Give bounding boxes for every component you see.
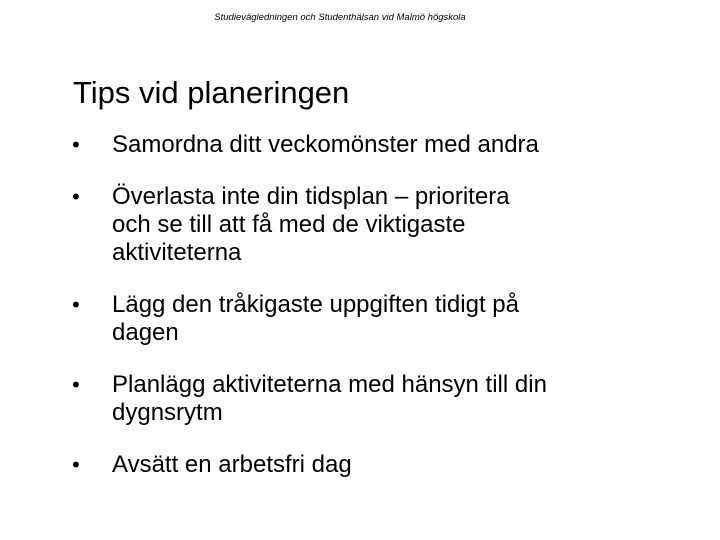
bullet-text: och se till att få med de viktigaste	[112, 211, 466, 238]
bullet-item	[72, 183, 672, 267]
slide-title: Tips vid planeringen	[73, 75, 350, 110]
bullet-text: Överlasta inte din tidsplan – prioritera	[112, 183, 510, 210]
bullet-item	[72, 451, 672, 479]
bullet-marker: •	[72, 372, 80, 397]
bullet-text: Avsätt en arbetsfri dag	[112, 451, 352, 478]
bullet-item	[72, 291, 672, 347]
bullet-text: Planlägg aktiviteterna med hänsyn till din	[112, 371, 547, 398]
bullet-marker: •	[72, 132, 80, 157]
bullet-text: dagen	[112, 319, 179, 346]
bullet-item	[72, 131, 672, 159]
bullet-text: Samordna ditt veckomönster med andra	[112, 131, 539, 158]
bullet-item	[72, 371, 672, 427]
bullet-list	[72, 131, 672, 503]
bullet-text: dygnsrytm	[112, 399, 223, 426]
bullet-text: Lägg den tråkigaste uppgiften tidigt på	[112, 291, 519, 318]
bullet-marker: •	[72, 452, 80, 477]
bullet-marker: •	[72, 184, 80, 209]
bullet-text: aktiviteterna	[112, 239, 242, 266]
bullet-marker: •	[72, 292, 80, 317]
header-note: Studievägledningen och Studenthälsan vid Malmö högskola	[214, 12, 466, 23]
